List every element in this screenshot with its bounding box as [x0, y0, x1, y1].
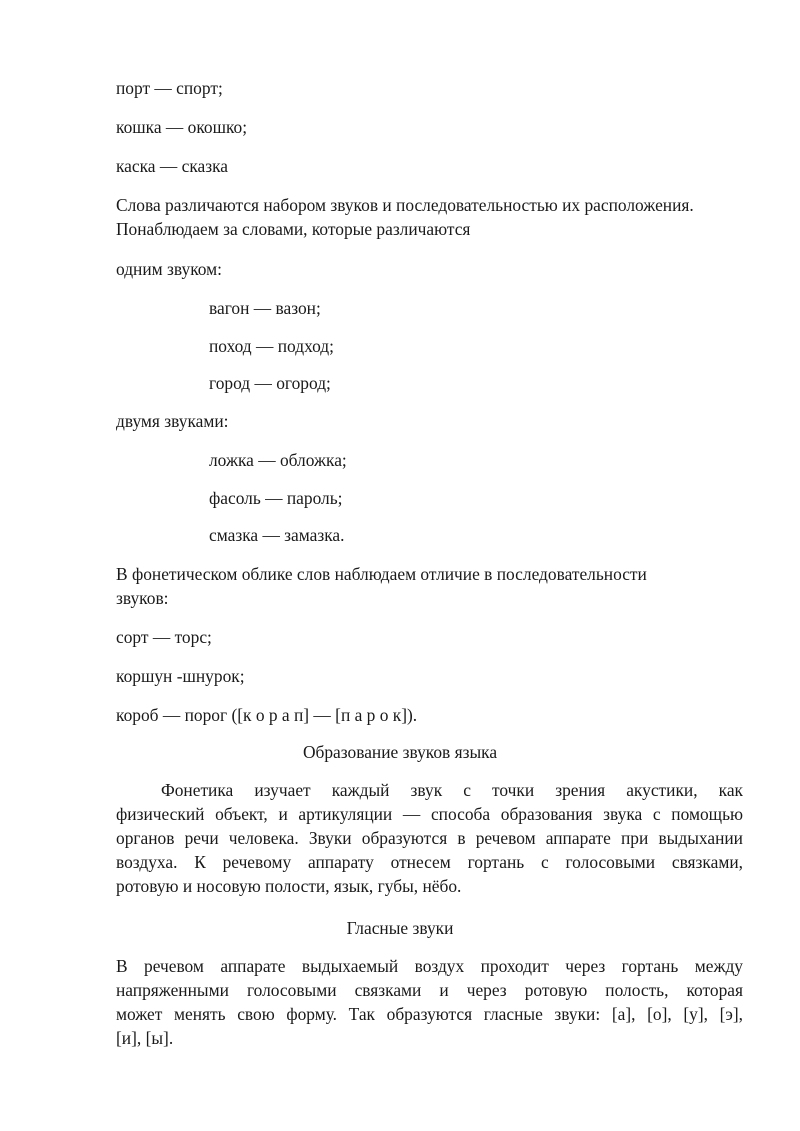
text-line: каска — сказка [116, 156, 229, 176]
paragraph-line: органов речи человека. Звуки образуются в речевом аппарате при выдыхании [116, 828, 743, 848]
text-line: двумя звуками: [116, 411, 229, 431]
example-line: поход — подход; [209, 336, 334, 356]
text-line: Слова различаются набором звуков и последовательностью их расположения. [116, 195, 694, 215]
paragraph [116, 954, 743, 1050]
paragraph-line: В речевом аппарате выдыхаемый воздух проходит через гортань между [116, 956, 743, 976]
text-line: короб — порог ([к о р а п] — [п а р о к]). [116, 705, 418, 725]
text-line: одним звуком: [116, 259, 222, 279]
example-line: фасоль — пароль; [209, 488, 343, 508]
text-line: сорт — торс; [116, 627, 212, 647]
paragraph-line: физический объект, и артикуляции — способа образования звука с помощью [116, 804, 743, 824]
paragraph-line: напряженными голосовыми связками и через ротовую полость, которая [116, 980, 743, 1000]
paragraph-line: [и], [ы]. [116, 1028, 174, 1048]
text-line: звуков: [116, 588, 169, 608]
example-line: смазка — замазка. [209, 525, 345, 545]
text-line: Понаблюдаем за словами, которые различаются [116, 219, 471, 239]
paragraph [116, 778, 743, 898]
text-line: порт — спорт; [116, 78, 223, 98]
text-line: В фонетическом облике слов наблюдаем отличие в последовательности [116, 564, 647, 584]
text-line: коршун -шнурок; [116, 666, 245, 686]
example-line: ложка — обложка; [209, 450, 347, 470]
example-line: вагон — вазон; [209, 298, 321, 318]
paragraph-line: Фонетика изучает каждый звук с точки зрения акустики, как [161, 780, 743, 800]
section-heading: Образование звуков языка [302, 742, 498, 762]
paragraph-line: может менять свою форму. Так образуются гласные звуки: [а], [о], [у], [э], [116, 1004, 743, 1024]
text-line: кошка — окошко; [116, 117, 248, 137]
paragraph-line: ротовую и носовую полости, язык, губы, нёбо. [116, 876, 462, 896]
paragraph-line: воздуха. К речевому аппарату отнесем гортань с голосовыми связками, [116, 852, 743, 872]
example-line: город — огород; [209, 373, 331, 393]
section-heading: Гласные звуки [346, 918, 454, 938]
